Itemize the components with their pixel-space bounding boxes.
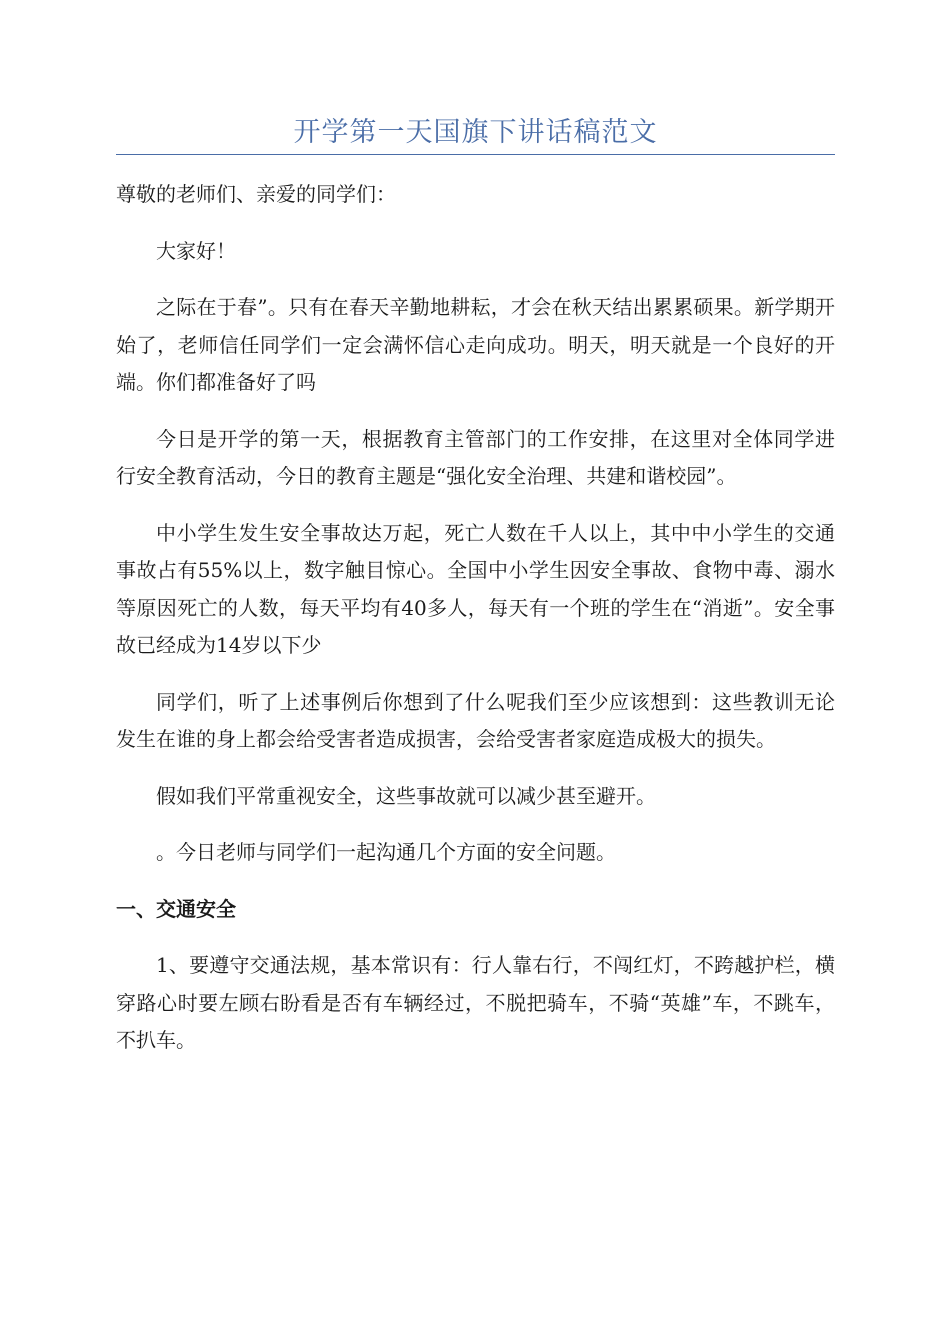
greeting: 大家好！ [156, 238, 236, 263]
paragraph-first-day: 今日是开学的第一天，根据教育主管部门的工作安排，在这里对全体同学进行安全教育活动，今日的教育主题是“强化安全治理、共建和谐校园”。 [116, 426, 835, 488]
paragraph-statistics: 中小学生发生安全事故达万起，死亡人数在千人以上，其中中小学生的交通事故占有55%以上，数字触目惊心。全国中小学生因安全事故、食物中毒、溺水等原因死亡的人数，每天平均有40多人，每天有一个班的学生在“消逝”。安全事故已经成为14岁以下少 [116, 520, 835, 657]
page-title: 开学第一天国旗下讲话稿范文 [293, 117, 658, 148]
paragraph-reflection: 同学们，听了上述事例后你想到了什么呢我们至少应该想到：这些教训无论发生在谁的身上都会给受害者造成损害，会给受害者家庭造成极大的损失。 [116, 689, 835, 751]
paragraph-prevention: 假如我们平常重视安全，这些事故就可以减少甚至避开。 [156, 783, 656, 808]
document-body [116, 176, 835, 1079]
paragraph-spring: 之际在于春”。只有在春天辛勤地耕耘，才会在秋天结出累累硕果。新学期开始了，老师信任同学们一定会满怀信心走向成功。明天，明天就是一个良好的开端。你们都准备好了吗 [116, 295, 835, 394]
paragraph-topics: 。今日老师与同学们一起沟通几个方面的安全问题。 [156, 840, 616, 864]
section-heading-traffic-safety: 一、交通安全 [116, 896, 236, 921]
paragraph-traffic-rules: 1、要遵守交通法规，基本常识有：行人靠右行，不闯红灯，不跨越护栏，横穿路心时要左顾右盼看是否有车辆经过，不脱把骑车，不骑“英雄”车，不跳车，不扒车。 [116, 953, 835, 1052]
salutation: 尊敬的老师们、亲爱的同学们： [116, 182, 396, 206]
title-underline [116, 154, 835, 155]
